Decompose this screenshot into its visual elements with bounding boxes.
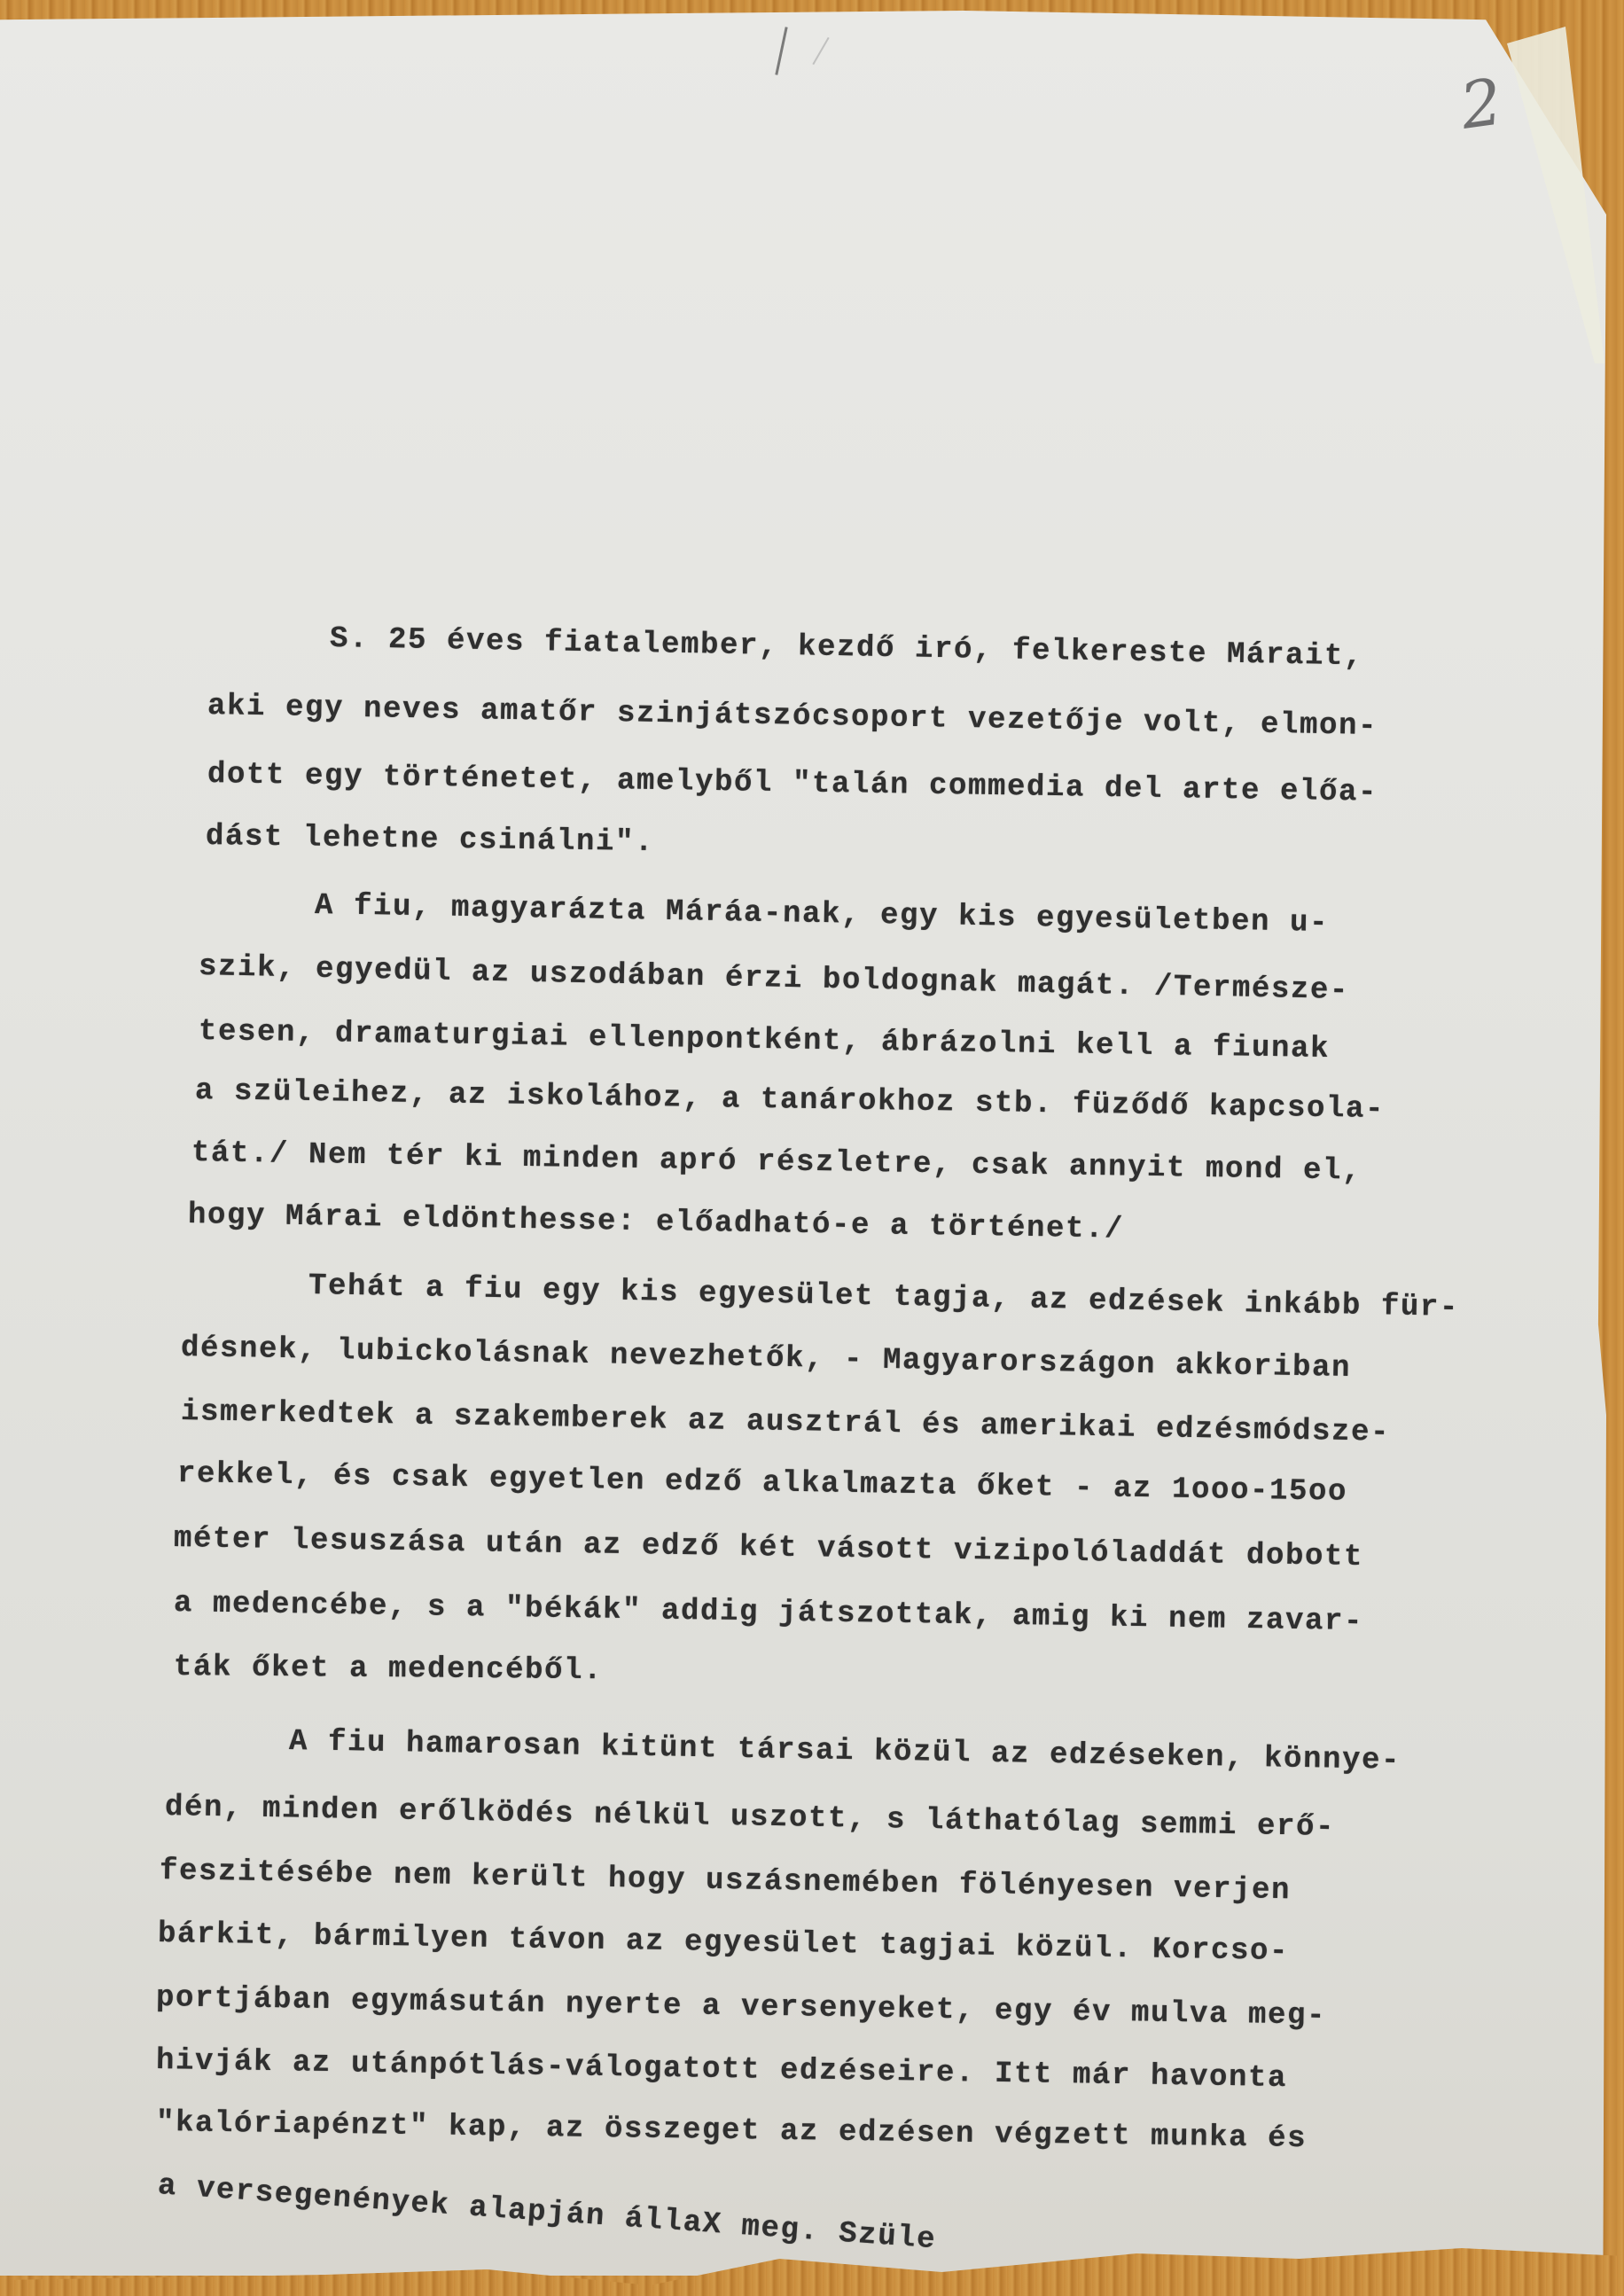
text-line: dén, minden erőlködés nélkül uszott, s láthatólag semmi erő- [164,1791,1336,1846]
text-line: A fiu hamarosan kitünt társai közül az edzéseken, könnye- [288,1725,1401,1778]
text-line: rekkel, és csak egyetlen edző alkalmazta őket - az 1ooo-15oo [176,1457,1348,1510]
text-line: "kalóriapénzt" kap, az összeget az edzésen végzett munka és [155,2106,1308,2157]
text-line: ismerkedtek a szakemberek az ausztrál és amerikai edzésmódsze- [180,1395,1391,1450]
text-line: dást lehetne csinálni". [205,820,655,861]
page-number: 2 [1456,64,1507,144]
text-line: a versegenények alapján állaX meg. Szüle [156,2169,938,2258]
text-line: tesen, dramaturgiai ellenpontként, ábrázolni kell a fiunak [198,1015,1331,1067]
text-line: hivják az utánpótlás-válogatott edzéseire. Itt már havonta [155,2044,1288,2097]
text-line: ták őket a medencéből. [173,1651,604,1689]
text-line: aki egy neves amatőr szinjátszócsoport vezetője volt, elmon- [207,690,1378,745]
text-line: szik, egyedül az uszodában érzi boldognak magát. /Természe- [198,950,1350,1009]
text-line: dott egy történetet, amelyből "talán commedia del arte előa- [207,758,1378,810]
text-line: désnek, lubickolásnak nevezhetők, - Magyarországon akkoriban [180,1332,1352,1386]
text-line: méter lesuszása után az edző két vásott vizipolóladdát dobott [173,1522,1364,1575]
text-line: feszitésébe nem került hogy uszásnemében fölényesen verjen [159,1855,1292,1909]
text-line: tát./ Nem tér ki minden apró részletre, csak annyit mond el, [191,1136,1362,1189]
text-line: a szüleihez, az iskolához, a tanárokhoz stb. füződő kapcsola- [194,1074,1386,1128]
text-line: A fiu, magyarázta Máráa-nak, egy kis egyesületben u- [314,889,1330,941]
text-line: bárkit, bármilyen távon az egyesület tagjai közül. Korcso- [157,1917,1290,1970]
text-line: portjában egymásután nyerte a versenyeket, egy év mulva meg- [155,1981,1327,2034]
text-line: Tehát a fiu egy kis egyesület tagja, az edzések inkább für- [308,1269,1460,1325]
text-line: hogy Márai eldönthesse: előadható-e a történet./ [187,1199,1125,1247]
text-line: S. 25 éves fiatalember, kezdő iró, felkereste Márait, [329,622,1364,675]
text-line: a medencébe, s a "békák" addig játszottak, amig ki nem zavar- [173,1587,1364,1640]
